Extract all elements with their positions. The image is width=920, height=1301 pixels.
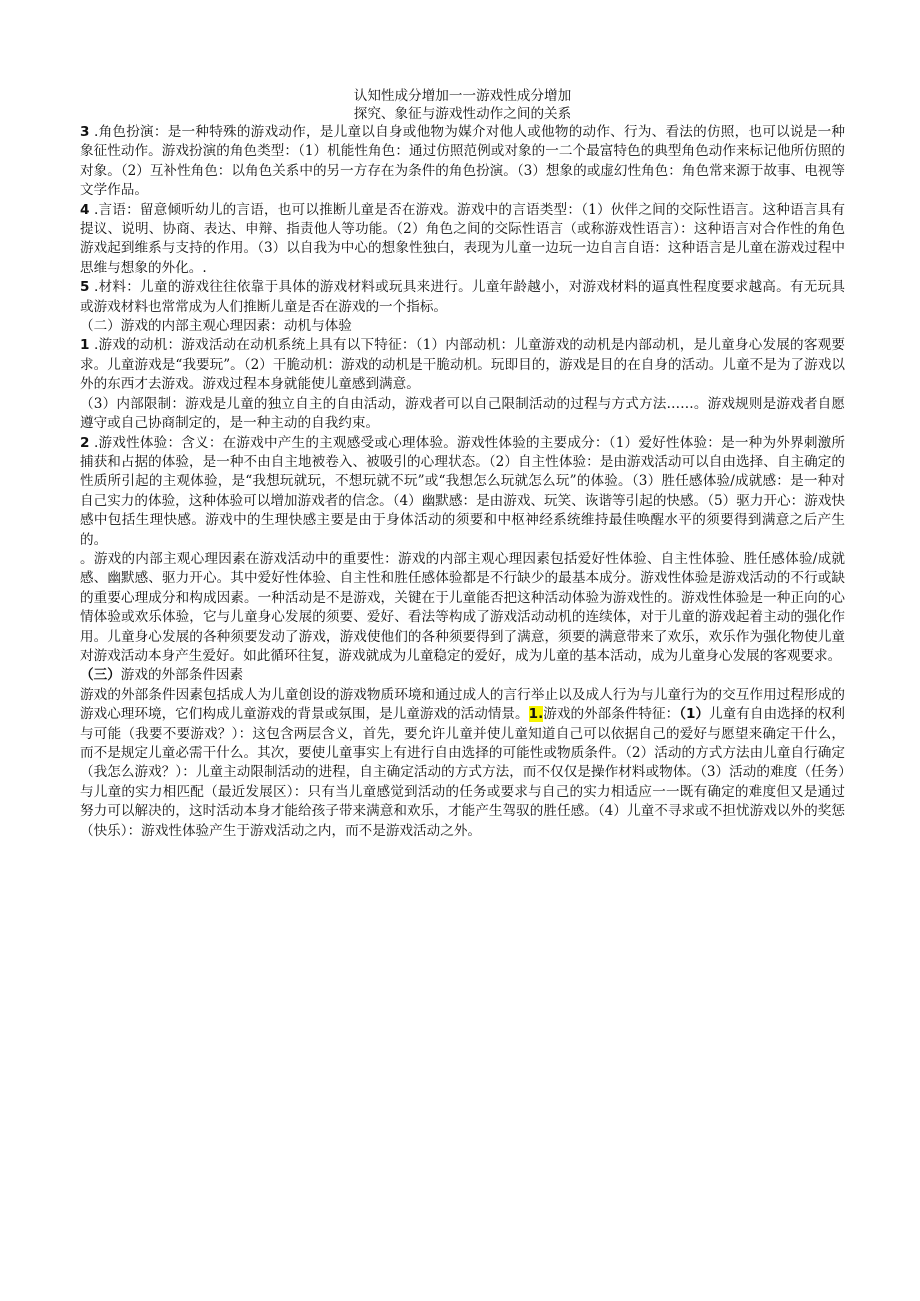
document-header [80, 87, 845, 123]
paragraph-text: 。游戏的内部主观心理因素在游戏活动中的重要性：游戏的内部主观心理因素包括爱好性体验、自主性体验、胜任感体验/成就感、幽默感、驱力开心。其中爱好性体验、自主性和胜任感体验都是不行缺少的最基本成分。游戏性体验是游戏活动的不行或缺的重要心理成分和构成因素。一种活动是不是游戏，关键在于儿童能否把这种活动体验为游戏性的。游戏性体验是一种正向的心情体验或欢乐体验，它与儿童身心发展的须要、爱好、看法等构成了游戏活动动机的连续体，对于儿童的游戏起着主动的强化作用。儿童身心发展的各种须要发动了游戏，游戏使他们的各种须要得到了满意，须要的满意带来了欢乐，欢乐作为强化物使儿童对游戏活动本身产生爱好。如此循环往复，游戏就成为儿童稳定的爱好，成为儿童的基本活动，成为儿童身心发展的客观要求。 [80, 550, 845, 664]
paragraph-text: .游戏的动机：游戏活动在动机系统上具有以下特征：（1）内部动机：儿童游戏的动机是内部动机，是儿童身心发展的客观要求。儿童游戏是“我要玩”。（2）干脆动机：游戏的动机是干脆动机。玩即目的，游戏是目的在自身的活动。儿童不是为了游戏以外的东西才去游戏。游戏过程本身就能使儿童感到满意。 [80, 337, 845, 393]
paragraph-motivation [80, 336, 845, 394]
item-number: （1） [679, 706, 710, 723]
section-heading-external-factors [80, 666, 845, 685]
paragraph-role-play [80, 123, 845, 201]
paragraph-text: .材料：儿童的游戏往往依靠于具体的游戏材料或玩具来进行。儿童年龄越小，对游戏材料的逼真性程度要求越高。有无玩具或游戏材料也常常成为人们推断儿童是否在游戏的一个指标。 [80, 279, 845, 315]
document-page [80, 87, 845, 841]
paragraph-number: 1 [80, 337, 90, 354]
paragraph-text: 儿童有自由选择的权利与可能（我要不要游戏？）：这包含两层含义，首先，要允许儿童并使儿童知道自己可以依据自己的爱好与愿望来确定干什么，而不是规定儿童必需干什么。其次，要使儿童事实上有进行自由选择的可能性或物质条件。（2）活动的方式方法由儿童自行确定（我怎么游戏？）：儿童主动限制活动的进程，自主确定活动的方式方法，而不仅仅是操作材料或物体。（3）活动的难度（任务）与儿童的实力相匹配（最近发展区）：只有当儿童感觉到活动的任务或要求与自己的实力相适应一一既有确定的难度但又是通过努力可以解决的，这时活动本身才能给孩子带来满意和欢乐，才能产生驾驭的胜任感。（4）儿童不寻求或不担忧游戏以外的奖惩（快乐）：游戏性体验产生于游戏活动之内，而不是游戏活动之外。 [80, 706, 846, 839]
paragraph-importance [80, 550, 845, 666]
paragraph-speech [80, 201, 845, 279]
section-heading-internal-factors [80, 317, 845, 336]
paragraph-text: .言语：留意倾听幼儿的言语，也可以推断儿童是否在游戏。游戏中的言语类型：（1）伙伴之间的交际性语言。这种语言具有提议、说明、协商、表达、申辩、指责他人等功能。（2）角色之间的交际性语言（或称游戏性语言）：这种语言对合作性的角色游戏起到维系与支持的作用。（3）以自我为中心的想象性独白，表现为儿童一边玩一边自言自语：这种语言是儿童在游戏过程中思维与想象的外化。. [80, 201, 845, 276]
paragraph-number: 3 [80, 124, 90, 140]
paragraph-internal-control [80, 395, 845, 434]
section-number: （三） [80, 667, 121, 684]
paragraph-text: 游戏的外部条件特征： [543, 706, 680, 723]
paragraph-text: .角色扮演：是一种特殊的游戏动作，是儿童以自身或他物为媒介对他人或他物的动作、行为、看法的仿照，也可以说是一种象征性动作。游戏扮演的角色类型：（1）机能性角色：通过仿照范例或对象的一二个最富特色的典型角色动作来标记他所仿照的对象。（2）互补性角色：以角色关系中的另一方存在为条件的角色扮演。（3）想象的或虚幻性角色：角色常来源于故事、电视等文学作品。 [80, 124, 845, 199]
paragraph-text: （3）内部限制：游戏是儿童的独立自主的自由活动，游戏者可以自己限制活动的过程与方式方法……。游戏规则是游戏者自愿遵守或自己协商制定的，是一种主动的自我约束。 [80, 395, 845, 432]
header-line-2: 探究、象征与游戏性动作之间的关系 [353, 106, 572, 122]
paragraph-number: 5 [80, 279, 90, 296]
paragraph-play-experience [80, 434, 845, 550]
paragraph-text: （二）游戏的内部主观心理因素：动机与体验 [80, 318, 352, 335]
header-line-1: 认知性成分增加一一游戏性成分增加 [353, 88, 572, 104]
paragraph-text: .游戏性体验：含义：在游戏中产生的主观感受或心理体验。游戏性体验的主要成分：（1）爱好性体验：是一种为外界刺激所捕获和占据的体验，是一种不由自主地被卷入、被吸引的心理状态。（2）自主性体验：是由游戏活动可以自由选择、自主确定的性质所引起的主观体验，是“我想玩就玩，不想玩就不玩”或“我想怎么玩就怎么玩”的体验。（3）胜任感体验/成就感：是一种对自己实力的体验，这种体验可以增加游戏者的信念。（4）幽默感：是由游戏、玩笑、诙谐等引起的快感。（5）驱力开心：游戏快感中包括生理快感。游戏中的生理快感主要是由于身体活动的须要和中枢神经系统维持最佳唤醒水平的须要得到满意之后产生的。 [80, 434, 845, 548]
paragraph-external-conditions [80, 686, 845, 841]
section-title: 游戏的外部条件因素 [120, 667, 244, 684]
paragraph-number: 2 [80, 434, 90, 451]
paragraph-number: 4 [80, 201, 90, 218]
paragraph-materials [80, 278, 845, 317]
paragraph-text: 游戏的外部条件因素包括成人为儿童创设的游戏物质环境和通过成人的言行举止以及成人行为与儿童行为的交互作用过程形成的游戏心理环境，它们构成儿童游戏的背景或氛围，是儿童游戏的活动情景。 [80, 686, 845, 723]
highlighted-number-marker: 1. [528, 706, 544, 723]
